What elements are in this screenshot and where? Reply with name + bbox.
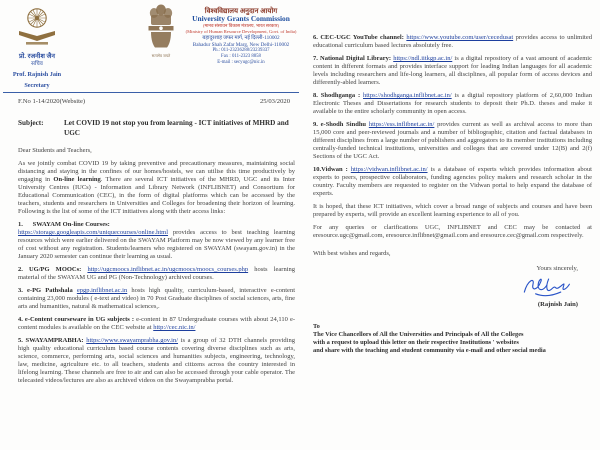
item-2-text: hosts learning material of the SWAYAM UG and PG (Non-Technology) archived courses. xyxy=(18,266,295,281)
emblem-motto: सत्यमेव जयते xyxy=(151,54,171,58)
org-ministry: (Ministry of Human Resource Development, Govt. of India) xyxy=(185,29,297,34)
letter-date: 25/03/2020 xyxy=(259,98,290,105)
item-7-text: is a digital repository of a vast amount of academic content in different formats and provides interface support for leading Indian languages for all academic levels including researchers and life-long learners, all disciplines, all popular form of access devices and differently-abled learners. xyxy=(313,55,592,86)
org-address: Bahadur Shah Zafar Marg, New Delhi-110002 xyxy=(192,41,290,48)
org-email: E-mail : secyugc@nic.in xyxy=(217,60,265,65)
org-phone: Ph.: 011-23236288/23239337 xyxy=(212,48,270,53)
item-1-heading: 1. SWAYAM On-line Courses: xyxy=(18,221,110,228)
item-10-link[interactable]: https://vidwan.inflibnet.ac.in/ xyxy=(350,166,428,173)
org-ministry-hindi: (मानव संसाधन विकास मंत्रालय, भारत सरकार) xyxy=(202,23,280,28)
national-emblem-block xyxy=(136,3,186,59)
org-fax: Fax : 011-2323 8858 xyxy=(221,54,261,59)
item-5-text: is a group of 32 DTH channels providing high quality educational curriculum based course contents covering diverse disciplines such as arts, science, commerce, performing arts, social sciences and humanities subjects, engineering, technology, law, medicine, agriculture etc. to all teachers, students and citizens across the country interested in lifelong learning. These channels are free to air and can also be accessed through your cable operator. The telecasted videos/lectures are also as archived videos on the Swayamprabha portal. xyxy=(18,337,295,384)
item-4-pre-text: e-content in 87 Undergraduate courses with about 24,110 e-content modules is available on the CEC website at xyxy=(18,316,295,331)
item-7-national-digital-library xyxy=(313,55,592,87)
subject-label: Subject: xyxy=(18,119,44,127)
item-8-link[interactable]: https://shodhganga.inflibnet.ac.in/ xyxy=(363,92,452,99)
intro-bold-online-learning: On-line learning xyxy=(53,176,101,183)
secretary-name-hindi: प्रो. रजनीश जैन xyxy=(19,53,55,60)
item-7-heading: 7. National Digital Library: xyxy=(313,55,394,62)
item-6-cec-ugc-youtube xyxy=(313,34,592,50)
item-3-epg-pathshala xyxy=(18,287,295,311)
letter-page-2 xyxy=(303,0,600,450)
org-address-block xyxy=(182,7,300,66)
yours-sincerely: Yours sincerely, xyxy=(536,265,578,272)
reference-row xyxy=(0,93,302,105)
intro-text-1: As we jointly combat COVID 19 by taking preventive and precautionary measures, maintaining social distancing and staying in the confines of our homes/hostels, we can utilise this time productively by engaging in xyxy=(18,160,295,183)
ugc-logo-icon xyxy=(14,33,60,50)
to-label: To xyxy=(313,323,320,330)
item-3-link[interactable]: epgp.inflibnet.ac.in xyxy=(76,287,128,294)
item-1-text: provides access to best teaching learning resources which were earlier delivered on the SWAYAM Platform may be now viewed by any learner free of cost without any registration. Students/learners who registered on SWAYAM (swayam.gov.in) in the January 2020 semester can continue their learning as usual. xyxy=(18,229,295,260)
salutation: Dear Students and Teachers, xyxy=(18,147,92,154)
item-3-heading: 3. e-PG Pathshala xyxy=(18,287,77,294)
item-10-text: is a database of experts which provides information about experts to peers, prospective collaborators, funding agencies policy makers and research scholar in the country. Faculty members are requested to register on the Vidwan portal to help expand the database of experts. xyxy=(313,166,592,197)
letter-body-right xyxy=(303,0,600,355)
item-6-heading: 6. CEC-UGC YouTube channel: xyxy=(313,34,407,41)
item-5-heading: 5. SWAYAMPRABHA: xyxy=(18,337,87,344)
to-addressee-block xyxy=(313,323,592,355)
item-2-link[interactable]: http://ugcmoocs.inflibnet.ac.in/ugcmoocs/moocs_courses.php xyxy=(87,266,249,273)
closing-hope-paragraph: It is hoped, that these ICT initiatives, which cover a broad range of subjects and courses and have been prepared by experts, will provide an excellent learning experience to all of you. xyxy=(313,203,592,218)
subject-text: Let COVID 19 not stop you from learning - ICT initiatives of MHRD and UGC xyxy=(64,119,289,137)
item-3-text: hosts high quality, curriculum-based, interactive e-content containing 23,000 modules ( e-text and video) in 70 Post Graduate disciplines of social sciences, arts, fine arts and humanities, natural & mathematical sciences,. xyxy=(18,287,295,310)
subject-line xyxy=(18,119,295,138)
item-9-link[interactable]: https://ess.inflibnet.ac.in/ xyxy=(368,121,435,128)
org-name: University Grants Commission xyxy=(192,14,290,23)
secretary-name: Prof. Rajnish Jain xyxy=(12,71,62,78)
signature-block xyxy=(313,265,578,309)
item-6-text: provides access to unlimited educational curriculum based lectures absolutely free. xyxy=(313,34,592,49)
to-line-2: with a request to upload this letter on their respective Institutions ' websites xyxy=(313,339,519,346)
item-6-link[interactable]: https://www.youtube.com/user/cecedusat xyxy=(406,34,514,41)
secretary-title: Secretary xyxy=(24,81,50,89)
item-2-heading: 2. UG/PG MOOCs: xyxy=(18,266,88,273)
file-number: F.No 1-14/2020(Website) xyxy=(18,98,86,105)
intro-paragraph xyxy=(18,160,295,216)
item-1-link[interactable]: https://storage.googleapis.com/uniquecourses/online.html xyxy=(18,229,169,236)
item-8-shodhganga xyxy=(313,92,592,116)
org-address-hindi: बहादुरशाह जफर मार्ग, नई दिल्ली-110002 xyxy=(202,35,280,41)
org-name-hindi: विश्वविद्यालय अनुदान आयोग xyxy=(204,7,278,15)
national-emblem-icon xyxy=(143,36,179,53)
item-4-link[interactable]: http://cec.nic.in/ xyxy=(153,324,196,331)
item-4-heading: 4. e-Content courseware in UG subjects : xyxy=(18,316,137,323)
item-8-text: is a digital repository platform of 2,60,000 Indian Electronic Theses and Dissertations for research students to deposit their Ph.D. theses and make it available to the entire scholarly community in open access. xyxy=(313,92,592,115)
letterhead xyxy=(0,0,302,92)
item-10-heading: 10.Vidwan : xyxy=(313,166,351,173)
to-line-3: and share with the teaching and student community via e-mail and other social media xyxy=(313,347,546,354)
item-8-heading: 8. Shodhganga : xyxy=(313,92,363,99)
closing-queries-paragraph: For any queries or clarifications UGC, INFLIBNET and CEC may be contacted at eresource.ugc@gmail.com, eresource.inflibnet@gmail.com and eresource.cec@gmail.com respectively. xyxy=(313,224,592,239)
item-5-swayamprabha xyxy=(18,337,295,385)
secretary-title-hindi: सचिव xyxy=(31,61,43,67)
closing-regards: With best wishes and regards, xyxy=(313,250,391,257)
intro-text-2: . There are several ICT initiatives of the MHRD, UGC and its Inter University Centres (IUCs) - Information and Library Network (INFLIBNET) and Consortium for Educational Communication (CEC), in the form of digital platforms which can be accessed by the teachers, students and researchers in Universities and Colleges for broadening their horizon of learning. Following is the list of some of the ICT initiatives along with their access links: xyxy=(18,176,295,215)
signer-name: (Rajnish Jain) xyxy=(537,301,578,308)
item-9-heading: 9. e-Shodh Sindhu xyxy=(313,121,369,128)
item-2-ugpg-moocs xyxy=(18,266,295,282)
secretary-block xyxy=(6,6,68,89)
item-9-eshodh-sindhu xyxy=(313,121,592,161)
item-10-vidwan xyxy=(313,166,592,198)
item-5-link[interactable]: https://www.swayamprabha.gov.in/ xyxy=(86,337,179,344)
item-1-swayam xyxy=(18,221,295,261)
item-7-link[interactable]: https://ndl.iitkgp.ac.in/ xyxy=(393,55,453,62)
signature xyxy=(313,274,572,301)
letter-body-left xyxy=(0,119,302,385)
item-4-econtent-ug xyxy=(18,316,295,332)
to-line-1: The Vice Chancellors of All the Universities and Principals of All the Colleges xyxy=(313,331,524,338)
item-9-text: provides current as well as archival access to more than 15,000 core and peer-reviewed journals and a number of bibliographic, citation and factual databases in different disciplines from a large number of publishers and aggregators to its member institutions including centrally-funded technical institutions, universities and colleges that are covered under 12(B) and 2(f) Sections of the UGC Act. xyxy=(313,121,592,160)
